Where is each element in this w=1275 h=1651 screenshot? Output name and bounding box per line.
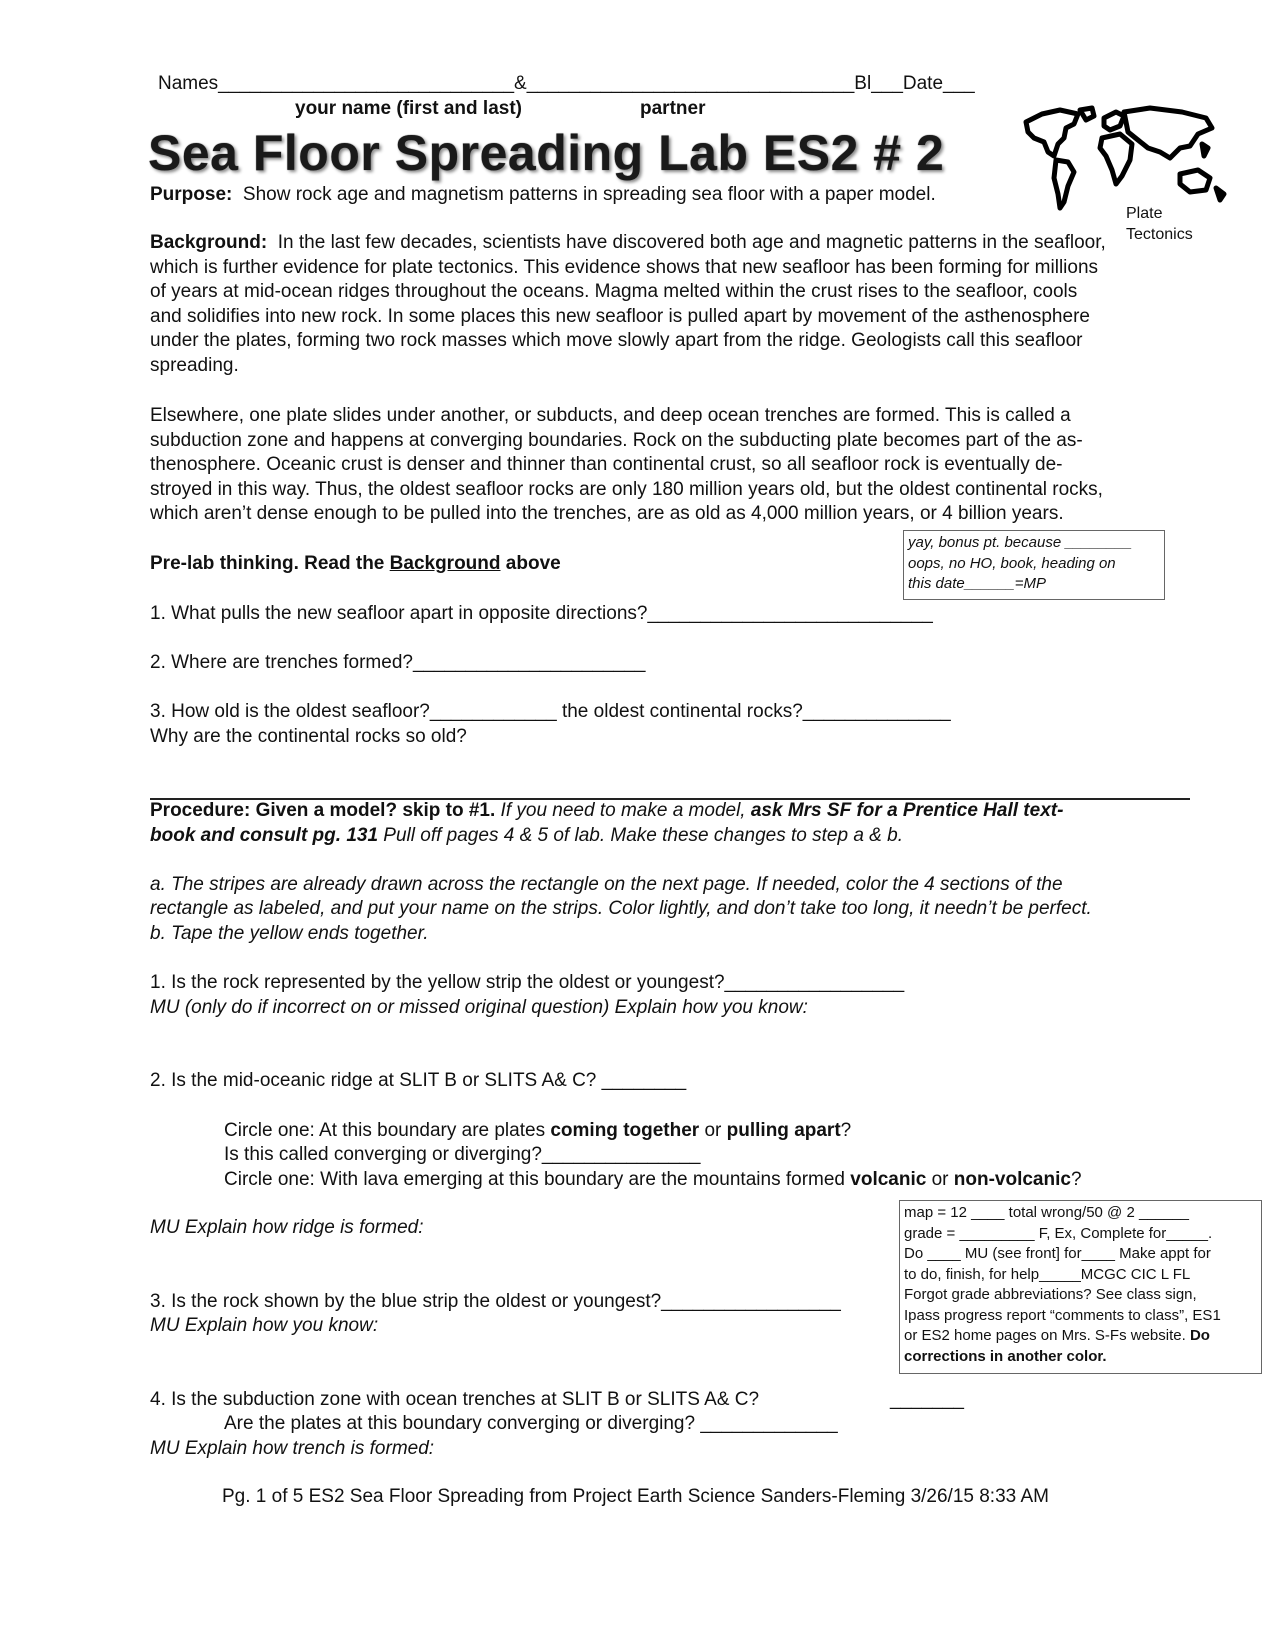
option-non-volcanic: non-volcanic (953, 1169, 1071, 1190)
background-paragraph-2 (150, 404, 1190, 527)
world-map-icon (1020, 104, 1235, 216)
grade-box-line: map = 12 ____ total wrong/50 @ 2 ______ (904, 1204, 1190, 1221)
option-pulling-apart: pulling apart (726, 1120, 841, 1141)
grade-box-bold: Do (1189, 1327, 1210, 1344)
procedure-question-4-mu: MU Explain how trench is formed: (150, 1438, 435, 1459)
map-caption-plate: Plate (1126, 205, 1163, 222)
procedure-question-4-blank: _______ (890, 1389, 964, 1410)
procedure-question-4b: Are the plates at this boundary converging or diverging? _____________ (224, 1413, 838, 1434)
procedure-question-3-mu: MU Explain how you know: (150, 1315, 379, 1336)
grade-box-line: Ipass progress report “comments to class”, ES1 (904, 1306, 1221, 1324)
partner-label: partner (640, 98, 706, 119)
procedure-intro-line-2 (150, 824, 903, 848)
purpose-text: Show rock age and magnetism patterns in spreading sea floor with a paper model. (242, 184, 936, 205)
prelab-heading-text: above (500, 553, 561, 574)
prelab-heading (150, 552, 561, 576)
background-line: of years at mid-ocean ridges throughout the oceans. Magma melted within the crust rises to the seafloor, cools (150, 281, 1078, 302)
procedure-text: Pull off pages 4 & 5 of lab. Make these changes to step a & b. (378, 825, 903, 846)
question-text: or (926, 1169, 954, 1190)
grade-box (899, 1200, 1262, 1374)
purpose-label: Purpose: (150, 184, 233, 205)
prelab-question-3b: Why are the continental rocks so old? (150, 726, 467, 747)
page-footer: Pg. 1 of 5 ES2 Sea Floor Spreading from Project Earth Science Sanders-Fleming 3/26/15 8:33 AM (222, 1486, 1049, 1507)
procedure-question-1: 1. Is the rock represented by the yellow strip the oldest or youngest?_________________ (150, 972, 905, 993)
background-line: which is further evidence for plate tectonics. This evidence shows that new seafloor has been forming for millions (150, 256, 1099, 278)
bonus-box-line: oops, no HO, book, heading on (908, 554, 1116, 572)
step-a-line-1: a. The stripes are already drawn across the rectangle on the next page. If needed, color the 4 sections of the (150, 874, 1063, 895)
procedure-text: book and consult pg. 131 (150, 825, 379, 846)
grade-box-line: Do ____ MU (see front] for____ Make appt for (904, 1245, 1211, 1262)
procedure-text: If you need to make a model, (495, 800, 751, 821)
question-text: or (699, 1120, 727, 1141)
question-text: ? (1070, 1169, 1082, 1190)
page-title: Sea Floor Spreading Lab ES2 # 2 (148, 125, 945, 181)
grade-box-line: or ES2 home pages on Mrs. S-Fs website. (904, 1327, 1190, 1344)
circle-one-volcanic (224, 1168, 1082, 1192)
background-line: under the plates, forming two rock masses which move slowly apart from the ridge. Geologists call this seafloor (150, 330, 1083, 351)
grade-box-line: Forgot grade abbreviations? See class sign, (904, 1286, 1197, 1303)
bonus-box-line: yay, bonus pt. because ________ (908, 534, 1133, 551)
grade-box-bold: corrections in another color. (904, 1347, 1107, 1365)
procedure-label: Procedure: Given a model? skip to #1. (150, 800, 496, 821)
background-line: In the last few decades, scientists have discovered both age and magnetic patterns in the seafloor, (277, 232, 1106, 253)
background-label: Background: (150, 232, 268, 253)
grade-box-line: to do, finish, for help_____MCGC CIC L FL (904, 1265, 1191, 1283)
background-line: subduction zone and happens at converging boundaries. Rock on the subducting plate becomes part of the as- (150, 429, 1083, 451)
bonus-box-line: this date______=MP (908, 575, 1047, 592)
procedure-intro (150, 799, 1063, 823)
procedure-question-2-mu: MU Explain how ridge is formed: (150, 1217, 424, 1238)
question-text: Circle one: With lava emerging at this boundary are the mountains formed (224, 1169, 851, 1190)
procedure-question-1-mu: MU (only do if incorrect on or missed original question) Explain how you know: (150, 997, 808, 1018)
question-text: Circle one: At this boundary are plates (224, 1120, 551, 1141)
converging-or-diverging-question: Is this called converging or diverging?_______________ (224, 1144, 701, 1165)
background-line: spreading. (150, 354, 239, 376)
procedure-question-3: 3. Is the rock shown by the blue strip the oldest or youngest?_________________ (150, 1291, 841, 1312)
grade-box-line: grade = _________ F, Ex, Complete for_____. (904, 1224, 1213, 1242)
procedure-question-2: 2. Is the mid-oceanic ridge at SLIT B or SLITS A& C? ________ (150, 1070, 687, 1091)
question-text: ? (840, 1120, 852, 1141)
background-line: which aren’t dense enough to be pulled into the trenches, are as old as 4,000 million years, or 4 billion years. (150, 503, 1064, 524)
bonus-box (903, 530, 1165, 600)
background-line: thenosphere. Oceanic crust is denser and thinner than continental crust, so all seafloor rock is eventually de- (150, 454, 1063, 475)
prelab-heading-text: Pre-lab thinking. Read the (150, 553, 390, 574)
background-line: Elsewhere, one plate slides under another, or subducts, and deep ocean trenches are formed. This is called a (150, 405, 1071, 426)
option-volcanic: volcanic (850, 1169, 927, 1190)
background-line: stroyed in this way. Thus, the oldest seafloor rocks are only 180 million years old, but the oldest continental rocks, (150, 478, 1103, 500)
background-reference: Background (389, 553, 501, 574)
circle-one-plates (224, 1119, 851, 1143)
prelab-question-3: 3. How old is the oldest seafloor?____________ the oldest continental rocks?______________ (150, 701, 951, 722)
names-line: Names____________________________&_______________________________Bl___Date___ (158, 73, 975, 94)
your-name-label: your name (first and last) (295, 98, 522, 119)
background-paragraph-1 (150, 231, 1190, 378)
step-b: b. Tape the yellow ends together. (150, 923, 429, 944)
option-coming-together: coming together (550, 1120, 700, 1141)
step-a-line-2: rectangle as labeled, and put your name on the strips. Color lightly, and don’t take too long, it needn’t be perfect. (150, 898, 1092, 919)
procedure-question-4: 4. Is the subduction zone with ocean trenches at SLIT B or SLITS A& C? (150, 1389, 760, 1410)
prelab-question-1: 1. What pulls the new seafloor apart in opposite directions?___________________________ (150, 603, 933, 624)
map-caption-tectonics: Tectonics (1126, 226, 1193, 243)
procedure-text: ask Mrs SF for a Prentice Hall text- (750, 800, 1064, 821)
purpose (150, 183, 936, 207)
prelab-question-2: 2. Where are trenches formed?______________________ (150, 652, 646, 673)
background-line: and solidifies into new rock. In some places this new seafloor is pulled apart by movement of the asthenosphere (150, 305, 1090, 327)
